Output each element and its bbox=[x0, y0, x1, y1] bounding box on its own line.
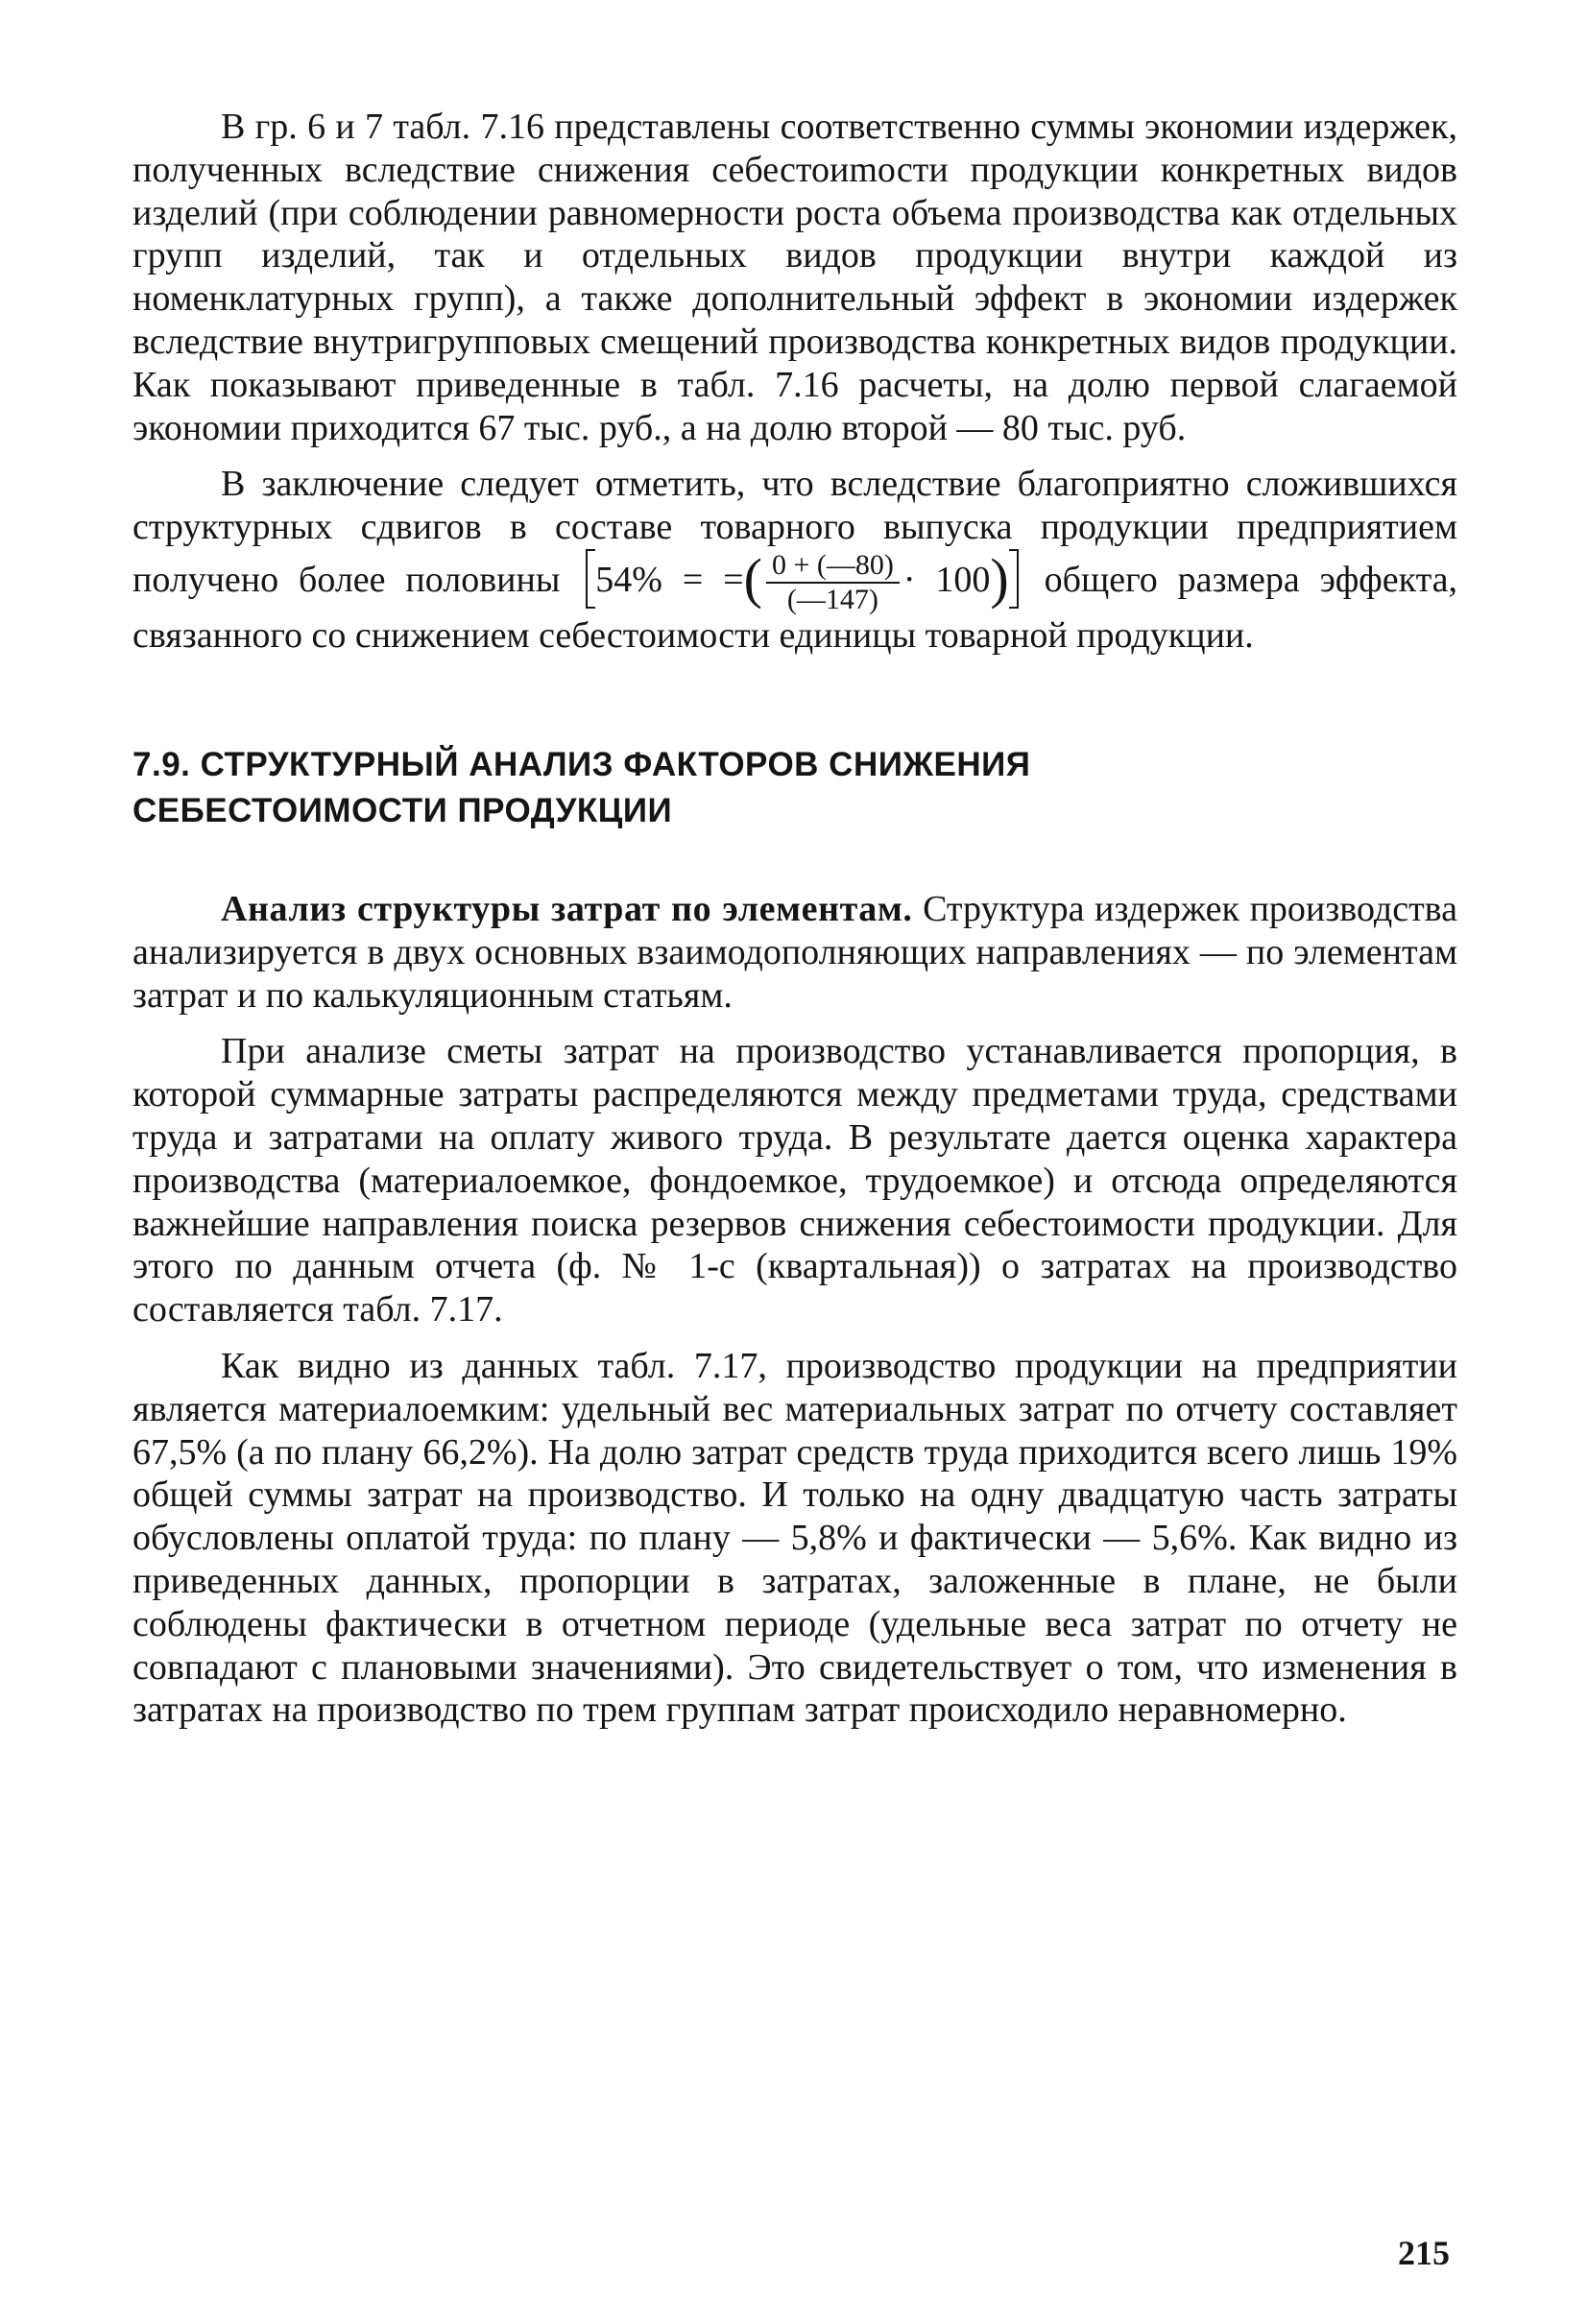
formula-equals: = bbox=[723, 559, 744, 600]
section-heading-line-2: СЕБЕСТОИМОСТИ ПРОДУКЦИИ bbox=[132, 792, 673, 830]
page-number: 215 bbox=[1398, 2234, 1450, 2272]
page-body bbox=[132, 106, 1457, 1732]
formula bbox=[723, 546, 1044, 616]
paragraph-3 bbox=[132, 888, 1457, 1017]
paragraph-2-text-after: общего размера эффекта, связанного со снижением себестоимости единицы товарной продукции. bbox=[132, 559, 1458, 657]
paragraph-3-rest: Структура издержек производства анализируется в двух основных взаимодополняющих направлениях — по элементам затрат и по калькуляционным статьям. bbox=[132, 889, 1457, 1016]
formula-multiplier: · 100 bbox=[902, 559, 991, 600]
paragraph-2 bbox=[132, 463, 1457, 658]
fraction-denominator: (—147) bbox=[786, 584, 878, 616]
fraction-numerator: 0 + (—80) bbox=[766, 551, 900, 584]
section-heading bbox=[132, 742, 1457, 834]
square-bracket-close bbox=[1009, 549, 1019, 609]
percent-value: 54% = bbox=[595, 559, 704, 600]
paragraph-4: При анализе сметы затрат на производство устанавливается пропорция, в которой суммарные затраты распределяются между предметами труда, средствами труда и затратами на оплату живого труда. В результате дается оценка характера производства (материалоемкое, фондоемкое, трудоемкое) и отсюда определяются важнейшие направления поиска резервов снижения себестоимости продукции. Для этого по данным отчета (ф. № 1-с (квартальная)) о затратах на производство составляется табл. 7.17. bbox=[132, 1031, 1457, 1330]
paragraph-1: В гр. 6 и 7 табл. 7.16 представлены соответственно суммы экономии издержек, полученных вследствие снижения себестоиmости продукции конкретных видов изделий (при соблюдении равномерности роста объема производства как отдельных групп изделий, так и отдельных видов продукции внутри каждой из номенклатурных групп), а также дополнительный эффект в экономии издержек вследствие внутригрупповых смещений производства конкретных видов продукции. Как показывают приведенные в табл. 7.16 расчеты, на долю первой слагаемой экономии приходится 67 тыс. руб., а на долю второй — 80 тыс. руб. bbox=[132, 107, 1457, 448]
section-heading-line-1: 7.9. СТРУКТУРНЫЙ АНАЛИЗ ФАКТОРОВ СНИЖЕНИЯ bbox=[132, 746, 1031, 784]
paragraph-5: Как видно из данных табл. 7.17, производство продукции на предприятии является материалоемким: удельный вес материальных затрат по отчету составляет 67,5% (а по плану 66,2%). На долю затрат средств труда приходится всего лишь 19% общей суммы затрат на производство. И только на одну двадцатую часть затраты обусловлены оплатой труда: по плану — 5,8% и фактически — 5,6%. Как видно из приведенных данных, пропорции в затратах, заложенные в плане, не были соблюдены фактически в отчетном периоде (удельные веса затрат по отчету не совпадают с плановыми значениями). Это свидетельствует о том, что изменения в затратах на производство по трем группам затрат происходило неравномерно. bbox=[132, 1346, 1457, 1731]
square-bracket-open bbox=[586, 549, 595, 609]
paragraph-3-lead: Анализ структуры затрат по элементам. bbox=[221, 889, 913, 930]
paren-close: ) bbox=[990, 546, 1009, 610]
fraction bbox=[766, 551, 900, 614]
paren-open: ( bbox=[743, 546, 762, 610]
paragraph-2-text-before: В заключение следует отметить, что вследствие благоприятно сложившихся структурных сдвигов в составе товарного выпуска продукции предприятием получено более половины bbox=[132, 464, 1457, 600]
